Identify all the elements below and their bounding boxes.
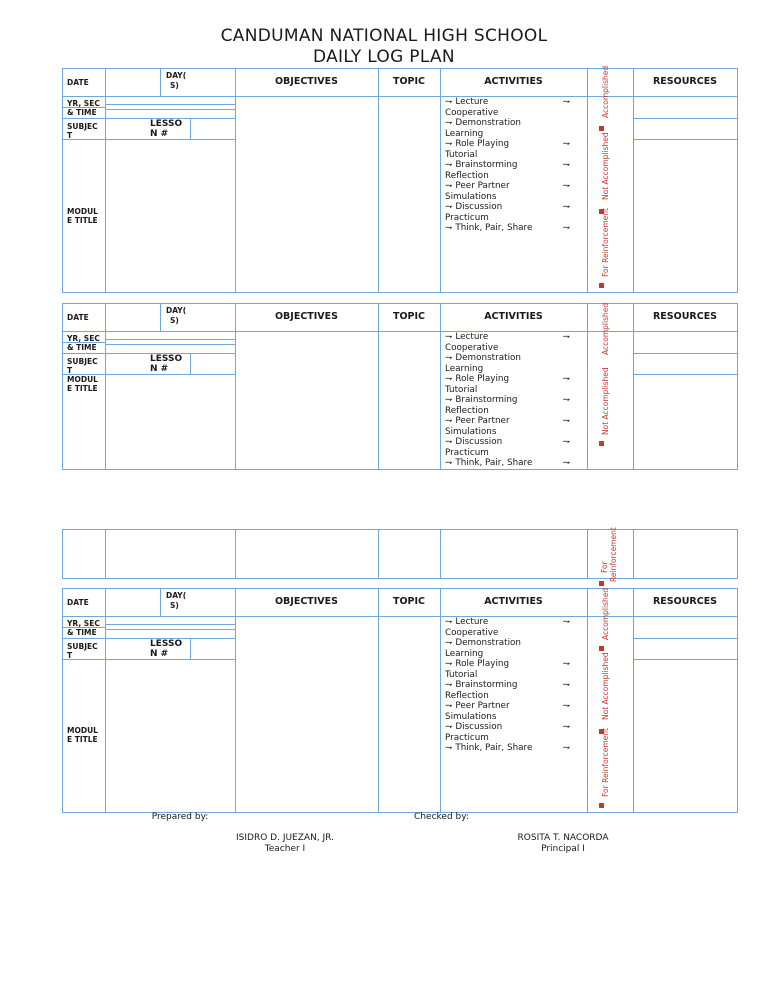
- arrow-icon: ⇁: [445, 223, 453, 233]
- arrow-icon: ⇁: [445, 701, 453, 711]
- grid-line: [105, 374, 235, 375]
- grid-line: [378, 529, 379, 578]
- arrow-icon: ⇁: [445, 160, 453, 170]
- yr-sec-label-1: YR, SEC: [67, 99, 100, 108]
- date-label: DATE: [67, 598, 89, 607]
- activity-text: Cooperative: [445, 342, 499, 353]
- grid-line: [160, 68, 161, 96]
- grid-line: [737, 529, 738, 578]
- checkbox-icon: [599, 283, 604, 288]
- day-label-2: S): [170, 316, 179, 325]
- activity-text: Simulations: [445, 191, 497, 202]
- grid-line: [633, 374, 737, 375]
- activity-item: [445, 437, 570, 448]
- activity-item: [445, 213, 570, 224]
- activity-text: [445, 139, 509, 149]
- module-label-2: E TITLE: [67, 384, 98, 393]
- activity-text: Cooperative: [445, 627, 499, 638]
- grid-line: [378, 68, 379, 292]
- activity-text: [445, 617, 488, 627]
- day-label-1: DAY(: [166, 71, 187, 80]
- grid-line: [378, 303, 379, 469]
- yr-sec-label-1: YR, SEC: [67, 619, 100, 628]
- grid-line: [378, 588, 379, 812]
- lesson-label-2: N #: [150, 649, 169, 659]
- activity-text: Tutorial: [445, 149, 478, 160]
- activity-label: Brainstorming: [455, 160, 518, 170]
- activity-text: Reflection: [445, 170, 489, 181]
- activity-text: [445, 181, 510, 191]
- activity-label: Peer Partner: [455, 416, 510, 426]
- arrow-icon: ⇁: [562, 416, 570, 426]
- subject-label-2: T: [67, 366, 73, 375]
- activity-text: Simulations: [445, 711, 497, 722]
- school-name: CANDUMAN NATIONAL HIGH SCHOOL: [220, 26, 548, 46]
- activity-text: [445, 437, 502, 447]
- grid-line: [190, 353, 191, 374]
- activity-text: Practicum: [445, 212, 489, 223]
- arrow-icon: ⇁: [562, 680, 570, 690]
- arrow-icon: ⇁: [445, 395, 453, 405]
- activity-text: [445, 458, 532, 468]
- page-title: DAILY LOG PLAN: [313, 47, 455, 67]
- activity-item: [445, 118, 570, 129]
- arrow-icon: ⇁: [562, 395, 570, 405]
- activity-label: Role Playing: [455, 374, 510, 384]
- grid-line: [440, 68, 441, 292]
- grid-line: [105, 104, 235, 105]
- arrow-icon: ⇁: [562, 659, 570, 669]
- grid-line: [633, 118, 737, 119]
- checkbox-icon: [599, 126, 604, 131]
- yr-sec-label-1: YR, SEC: [67, 334, 100, 343]
- arrow-icon: ⇁: [445, 353, 453, 363]
- grid-line: [587, 529, 588, 578]
- grid-line: [440, 529, 441, 578]
- activities-list: [445, 617, 570, 754]
- activity-text: Learning: [445, 648, 484, 659]
- activity-label: Lecture: [455, 97, 489, 107]
- activity-text: Tutorial: [445, 384, 478, 395]
- activity-text: Practicum: [445, 447, 489, 458]
- activity-text: [445, 118, 521, 128]
- activity-item: [445, 722, 570, 733]
- arrow-icon: ⇁: [562, 223, 570, 233]
- grid-line: [62, 529, 63, 578]
- activity-label: Think, Pair, Share: [455, 743, 533, 753]
- status-for-reinforcement-1: For: [600, 561, 609, 573]
- activity-label: Think, Pair, Share: [455, 223, 533, 233]
- activity-label: Discussion: [455, 437, 503, 447]
- module-label-2: E TITLE: [67, 735, 98, 744]
- arrow-icon: ⇁: [562, 160, 570, 170]
- activity-item: [445, 343, 570, 354]
- activity-item: [445, 458, 570, 469]
- grid-line: [235, 529, 236, 578]
- grid-line: [633, 68, 634, 292]
- module-label-1: MODUL: [67, 375, 98, 384]
- arrow-icon: ⇁: [445, 680, 453, 690]
- grid-line: [62, 303, 63, 469]
- arrow-icon: ⇁: [445, 139, 453, 149]
- arrow-icon: ⇁: [445, 659, 453, 669]
- log-table-3: [62, 588, 738, 812]
- grid-line: [62, 588, 63, 812]
- objectives-header: OBJECTIVES: [274, 311, 338, 322]
- activity-item: [445, 364, 570, 375]
- principal-name: ROSITA T. NACORDA: [517, 833, 609, 843]
- grid-line: [62, 292, 738, 293]
- lesson-label-2: N #: [150, 129, 169, 139]
- arrow-icon: ⇁: [445, 743, 453, 753]
- activity-item: [445, 733, 570, 744]
- arrow-icon: ⇁: [445, 97, 453, 107]
- day-label-2: S): [170, 81, 179, 90]
- grid-line: [737, 588, 738, 813]
- arrow-icon: ⇁: [562, 181, 570, 191]
- grid-line: [633, 139, 737, 140]
- checkbox-icon: [599, 803, 604, 808]
- checkbox-icon: [599, 646, 604, 651]
- activity-item: [445, 332, 570, 343]
- activity-text: Reflection: [445, 405, 489, 416]
- arrow-icon: ⇁: [445, 638, 453, 648]
- subject-label-2: T: [67, 131, 73, 140]
- activity-text: [445, 722, 502, 732]
- arrow-icon: ⇁: [445, 617, 453, 627]
- activity-text: Learning: [445, 363, 484, 374]
- activity-text: [445, 353, 521, 363]
- arrow-icon: ⇁: [562, 722, 570, 732]
- objectives-header: OBJECTIVES: [274, 76, 338, 87]
- yr-sec-label-2: & TIME: [67, 108, 97, 117]
- status-accomplished: Accomplished: [601, 65, 610, 118]
- activity-text: [445, 416, 510, 426]
- activity-item: [445, 223, 570, 234]
- teacher-role: Teacher I: [264, 844, 306, 854]
- arrow-icon: ⇁: [562, 701, 570, 711]
- grid-line: [105, 344, 235, 345]
- grid-line: [190, 638, 191, 659]
- activity-item: [445, 427, 570, 438]
- grid-line: [62, 68, 63, 292]
- subject-label-1: SUBJEC: [67, 357, 98, 366]
- activity-label: Brainstorming: [455, 680, 518, 690]
- activity-item: [445, 108, 570, 119]
- grid-line: [160, 588, 161, 616]
- grid-line: [440, 303, 441, 469]
- log-table-1: [62, 65, 738, 292]
- activity-item: [445, 192, 570, 203]
- activity-label: Discussion: [455, 202, 503, 212]
- grid-line: [62, 68, 738, 69]
- status-not-accomplished: Not Accomplished: [601, 652, 610, 720]
- topic-header: TOPIC: [392, 311, 426, 322]
- activity-text: [445, 638, 521, 648]
- arrow-icon: ⇁: [562, 617, 570, 627]
- activity-text: [445, 202, 502, 212]
- activity-label: Lecture: [455, 617, 489, 627]
- status-accomplished: Accomplished: [601, 302, 610, 355]
- grid-line: [62, 331, 738, 332]
- day-label-1: DAY(: [166, 306, 187, 315]
- grid-line: [105, 588, 106, 812]
- arrow-icon: ⇁: [445, 722, 453, 732]
- prepared-by-label: Prepared by:: [151, 812, 209, 822]
- grid-line: [633, 303, 634, 469]
- activity-item: [445, 628, 570, 639]
- module-label-2: E TITLE: [67, 216, 98, 225]
- arrow-icon: ⇁: [562, 202, 570, 212]
- status-for-reinforcement: For Reinforcement: [601, 208, 610, 277]
- activity-text: Simulations: [445, 426, 497, 437]
- principal-role: Principal I: [541, 844, 585, 854]
- status-for-reinforcement: For Reinforcement: [601, 728, 610, 797]
- yr-sec-label-2: & TIME: [67, 343, 97, 352]
- grid-line: [737, 303, 738, 470]
- status-for-reinforcement-2: Reinforcement: [609, 527, 618, 582]
- grid-line: [105, 109, 235, 110]
- grid-line: [62, 96, 738, 97]
- lesson-label-1: LESSO: [150, 354, 183, 364]
- activities-list: [445, 332, 570, 469]
- activities-list: [445, 97, 570, 234]
- activity-item: [445, 395, 570, 406]
- arrow-icon: ⇁: [562, 97, 570, 107]
- checkbox-icon: [599, 581, 604, 586]
- activity-item: [445, 680, 570, 691]
- grid-line: [235, 303, 236, 469]
- grid-line: [633, 638, 737, 639]
- grid-line: [62, 588, 738, 589]
- grid-line: [62, 578, 738, 579]
- activity-text: Reflection: [445, 690, 489, 701]
- grid-line: [633, 529, 634, 578]
- log-table-continuation: [62, 527, 738, 582]
- grid-line: [105, 303, 106, 469]
- lesson-label-1: LESSO: [150, 639, 183, 649]
- arrow-icon: ⇁: [445, 416, 453, 426]
- activity-text: [445, 395, 518, 405]
- module-label-1: MODUL: [67, 726, 98, 735]
- checkbox-icon: [599, 441, 604, 446]
- activity-label: Peer Partner: [455, 701, 510, 711]
- grid-line: [62, 469, 738, 470]
- day-label-1: DAY(: [166, 591, 187, 600]
- activity-item: [445, 617, 570, 628]
- grid-line: [235, 588, 236, 812]
- log-table-2: [62, 303, 738, 469]
- grid-line: [62, 303, 738, 304]
- activity-label: Think, Pair, Share: [455, 458, 533, 468]
- grid-line: [633, 659, 737, 660]
- grid-line: [105, 339, 235, 340]
- date-label: DATE: [67, 78, 89, 87]
- activity-text: Cooperative: [445, 107, 499, 118]
- activity-item: [445, 385, 570, 396]
- grid-line: [633, 353, 737, 354]
- module-label-1: MODUL: [67, 207, 98, 216]
- arrow-icon: ⇁: [445, 202, 453, 212]
- activity-item: [445, 160, 570, 171]
- activity-item: [445, 638, 570, 649]
- activity-text: [445, 160, 518, 170]
- grid-line: [587, 588, 588, 812]
- grid-line: [440, 588, 441, 812]
- subject-label-1: SUBJEC: [67, 642, 98, 651]
- activity-label: Role Playing: [455, 139, 510, 149]
- activity-text: Tutorial: [445, 669, 478, 680]
- arrow-icon: ⇁: [445, 181, 453, 191]
- activity-label: Demonstration: [455, 118, 521, 128]
- activity-text: [445, 223, 532, 233]
- activity-text: Learning: [445, 128, 484, 139]
- day-label-2: S): [170, 601, 179, 610]
- grid-line: [235, 68, 236, 292]
- date-label: DATE: [67, 313, 89, 322]
- grid-line: [62, 529, 738, 530]
- resources-header: RESOURCES: [652, 76, 718, 87]
- activity-item: [445, 416, 570, 427]
- arrow-icon: ⇁: [562, 437, 570, 447]
- grid-line: [160, 303, 161, 331]
- checked-by-label: Checked by:: [414, 812, 469, 822]
- grid-line: [105, 659, 235, 660]
- activity-item: [445, 139, 570, 150]
- activity-item: [445, 181, 570, 192]
- grid-line: [105, 68, 106, 292]
- arrow-icon: ⇁: [445, 437, 453, 447]
- activity-item: [445, 353, 570, 364]
- activity-text: [445, 332, 488, 342]
- activity-item: [445, 670, 570, 681]
- grid-line: [105, 139, 235, 140]
- arrow-icon: ⇁: [445, 458, 453, 468]
- activity-item: [445, 129, 570, 140]
- grid-line: [587, 303, 588, 469]
- activity-item: [445, 691, 570, 702]
- arrow-icon: ⇁: [562, 374, 570, 384]
- activity-item: [445, 743, 570, 754]
- grid-line: [62, 638, 105, 639]
- arrow-icon: ⇁: [562, 332, 570, 342]
- arrow-icon: ⇁: [445, 332, 453, 342]
- grid-line: [737, 68, 738, 293]
- topic-header: TOPIC: [392, 76, 426, 87]
- topic-header: TOPIC: [392, 596, 426, 607]
- activity-text: [445, 743, 532, 753]
- activity-item: [445, 406, 570, 417]
- status-not-accomplished: Not Accomplished: [601, 132, 610, 200]
- status-not-accomplished: Not Accomplished: [601, 367, 610, 435]
- arrow-icon: ⇁: [562, 139, 570, 149]
- grid-line: [105, 624, 235, 625]
- activities-header: ACTIVITIES: [484, 311, 543, 322]
- resources-header: RESOURCES: [652, 311, 718, 322]
- activities-header: ACTIVITIES: [484, 76, 543, 87]
- grid-line: [633, 588, 634, 812]
- resources-header: RESOURCES: [652, 596, 718, 607]
- activity-label: Lecture: [455, 332, 489, 342]
- activity-item: [445, 659, 570, 670]
- activity-item: [445, 150, 570, 161]
- activity-item: [445, 97, 570, 108]
- activity-text: [445, 374, 509, 384]
- grid-line: [105, 629, 235, 630]
- activity-text: [445, 97, 488, 107]
- status-accomplished: Accomplished: [601, 587, 610, 640]
- grid-line: [62, 353, 105, 354]
- activity-text: [445, 659, 509, 669]
- grid-line: [62, 616, 738, 617]
- activity-item: [445, 701, 570, 712]
- objectives-header: OBJECTIVES: [274, 596, 338, 607]
- activity-item: [445, 448, 570, 459]
- arrow-icon: ⇁: [445, 118, 453, 128]
- grid-line: [105, 529, 106, 578]
- arrow-icon: ⇁: [445, 374, 453, 384]
- activity-item: [445, 171, 570, 182]
- activity-item: [445, 374, 570, 385]
- activity-text: [445, 680, 518, 690]
- activity-label: Demonstration: [455, 638, 521, 648]
- activity-label: Demonstration: [455, 353, 521, 363]
- lesson-label-2: N #: [150, 364, 169, 374]
- activity-item: [445, 712, 570, 723]
- activity-label: Role Playing: [455, 659, 510, 669]
- subject-label-2: T: [67, 651, 73, 660]
- activities-header: ACTIVITIES: [484, 596, 543, 607]
- arrow-icon: ⇁: [562, 743, 570, 753]
- activity-text: Practicum: [445, 732, 489, 743]
- activity-label: Brainstorming: [455, 395, 518, 405]
- subject-label-1: SUBJEC: [67, 122, 98, 131]
- activity-label: Discussion: [455, 722, 503, 732]
- lesson-label-1: LESSO: [150, 119, 183, 129]
- grid-line: [587, 68, 588, 292]
- yr-sec-label-2: & TIME: [67, 628, 97, 637]
- arrow-icon: ⇁: [562, 458, 570, 468]
- grid-line: [62, 118, 105, 119]
- teacher-name: ISIDRO D. JUEZAN, JR.: [236, 833, 334, 843]
- activity-text: [445, 701, 510, 711]
- grid-line: [190, 118, 191, 139]
- activity-label: Peer Partner: [455, 181, 510, 191]
- activity-item: [445, 649, 570, 660]
- activity-item: [445, 202, 570, 213]
